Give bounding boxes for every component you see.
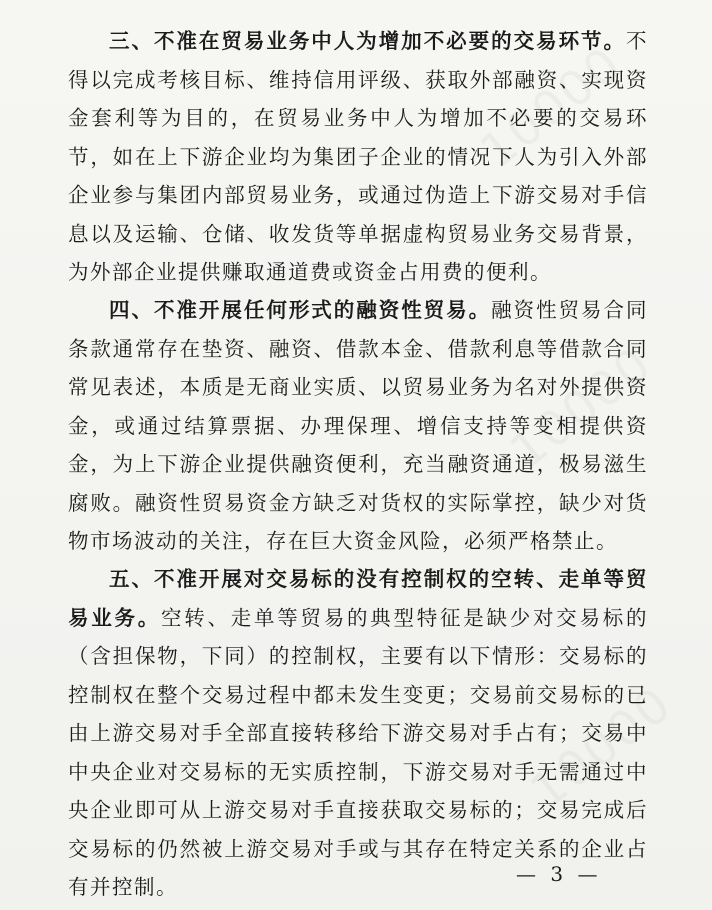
- paragraph-five-heading: 五、不准开展对交易标的没有控制权的空转、走单等贸易业务。: [68, 567, 648, 630]
- paragraph-three-heading: 三、不准在贸易业务中人为增加不必要的交易环节。: [109, 29, 626, 53]
- paragraph-three: [68, 22, 648, 292]
- paragraph-four-heading: 四、不准开展任何形式的融资性贸易。: [109, 298, 492, 322]
- paragraph-four-body: 融资性贸易合同条款通常存在垫资、融资、借款本金、借款利息等借款合同常见表述，本质是无商业实质、以贸易业务为名对外提供资金，或通过结算票据、办理保理、增信支持等变相提供资金，为上下游企业提供融资便利，充当融资通道，极易滋生腐败。融资性贸易资金方缺乏对货权的实际掌控，缺少对货物市场波动的关注，存在巨大资金风险，必须严格禁止。: [68, 298, 649, 553]
- page-number: — 3 —: [516, 862, 602, 886]
- paragraph-three-body: 不得以完成考核目标、维持信用评级、获取外部融资、实现资金套利等为目的，在贸易业务中人为增加不必要的交易环节，如在上下游企业均为集团子企业的情况下人为引入外部企业参与集团内部贸易业务，或通过伪造上下游交易对手信息以及运输、仓储、收发货等单据虚构贸易业务交易背景，为外部企业提供赚取通道费或资金占用费的便利。: [68, 29, 648, 284]
- paragraph-five-body: 空转、走单等贸易的典型特征是缺少对交易标的（含担保物，下同）的控制权，主要有以下情形：交易标的控制权在整个交易过程中都未发生变更；交易前交易标的已由上游交易对手全部直接转移给下游交易对手占有；交易中中央企业对交易标的无实质控制，下游交易对手无需通过中央企业即可从上游交易对手直接获取交易标的；交易完成后交易标的仍然被上游交易对手或与其存在特定关系的企业占有并控制。: [68, 605, 648, 899]
- paragraph-four: [68, 291, 648, 561]
- paragraph-five: [68, 560, 648, 907]
